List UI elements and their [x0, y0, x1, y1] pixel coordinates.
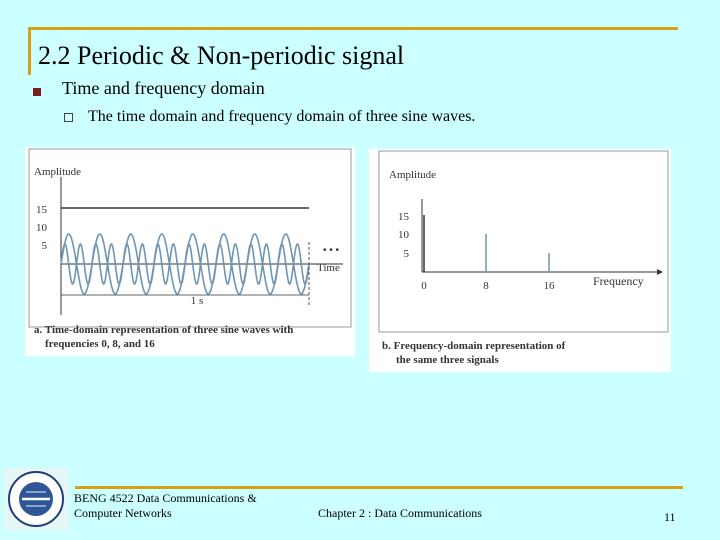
- continuation-ellipsis: • • •: [323, 245, 340, 256]
- frequency-domain-svg: [369, 149, 671, 372]
- xtick-b-0: 0: [421, 280, 427, 292]
- page-title: 2.2 Periodic & Non-periodic signal: [38, 41, 405, 70]
- caption-a-line1: a. Time-domain representation of three sine waves with: [34, 324, 294, 336]
- square-bullet-icon: [33, 88, 41, 96]
- university-logo: [4, 468, 68, 530]
- footer-course: BENG 4522 Data Communications & Computer Networks: [74, 491, 257, 520]
- title-rule-left: [28, 27, 31, 75]
- time-domain-svg: [25, 147, 355, 356]
- title-rule-top: [28, 27, 678, 30]
- hollow-square-bullet-icon: [64, 113, 73, 122]
- ytick-b-5: 5: [403, 248, 409, 260]
- ytick-b-10: 10: [398, 229, 409, 241]
- page-number: 11: [664, 510, 676, 524]
- period-label: 1 s: [190, 295, 204, 307]
- footer-chapter: Chapter 2 : Data Communications: [318, 506, 482, 520]
- spectrum-bars: [424, 215, 549, 272]
- xlabel-b: Frequency: [593, 274, 644, 288]
- xtick-b-8: 8: [483, 280, 489, 292]
- caption-a-line2: frequencies 0, 8, and 16: [45, 338, 155, 350]
- footer-rule: [75, 486, 683, 489]
- caption-b-line2: the same three signals: [396, 354, 499, 366]
- caption-b-line1: b. Frequency-domain representation of: [382, 340, 566, 352]
- ytick-b-15: 15: [398, 211, 409, 223]
- ylabel-a: Amplitude: [34, 166, 82, 178]
- ytick-a-15: 15: [36, 204, 47, 216]
- ytick-a-5: 5: [41, 240, 47, 252]
- xtick-b-16: 16: [543, 280, 555, 292]
- frequency-axis-arrow: [657, 269, 663, 275]
- time-domain-figure: [25, 147, 355, 356]
- university-seal-icon: [4, 468, 68, 530]
- bullet-level1: Time and frequency domain: [62, 78, 265, 98]
- bullet-level2: The time domain and frequency domain of three sine waves.: [88, 108, 476, 125]
- frequency-domain-figure: [369, 149, 671, 372]
- xlabel-a: Time: [317, 262, 340, 274]
- ylabel-b: Amplitude: [389, 169, 437, 181]
- ytick-a-10: 10: [36, 222, 47, 234]
